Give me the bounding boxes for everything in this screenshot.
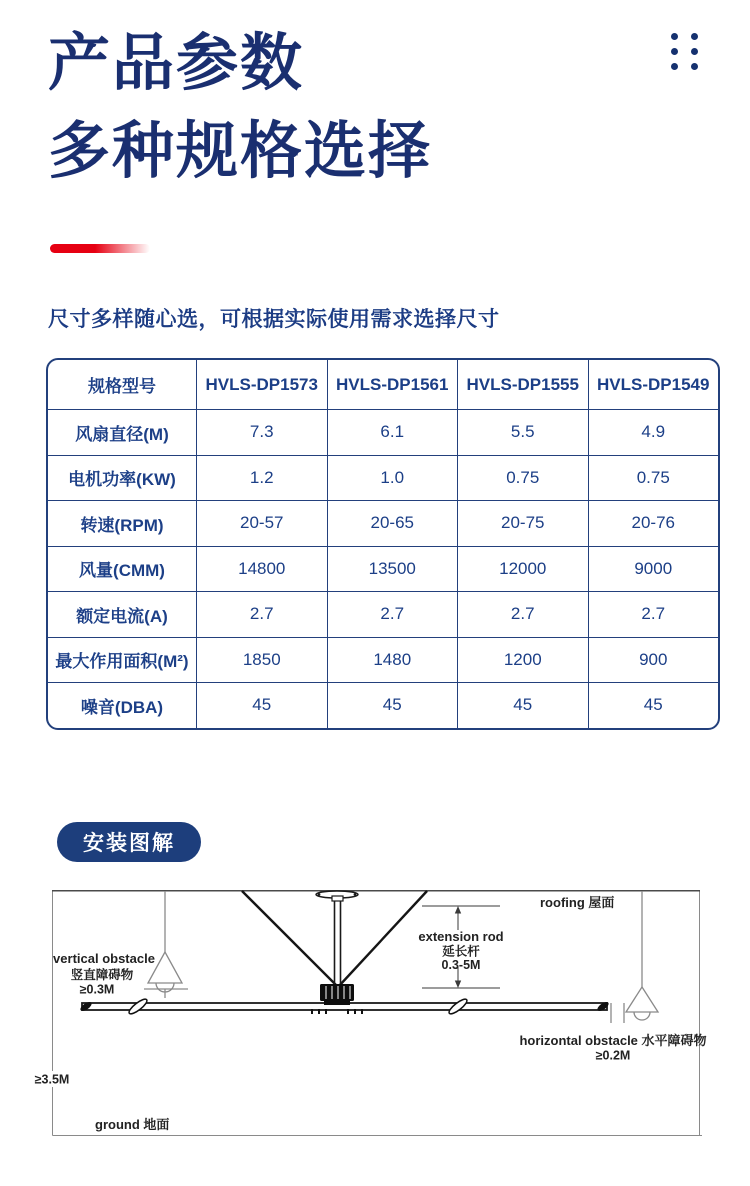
column-header: HVLS-DP1555 xyxy=(457,360,588,409)
ground-clearance-value: ≥3.5M xyxy=(34,1072,70,1087)
cell-value: 4.9 xyxy=(588,410,719,455)
page-title xyxy=(48,20,432,196)
row-label: 最大作用面积(M²) xyxy=(55,652,189,672)
cell-value: 45 xyxy=(327,683,458,728)
cell-value: 2.7 xyxy=(327,592,458,637)
column-header: 规格型号 xyxy=(88,377,156,396)
row-label: 噪音(DBA) xyxy=(80,697,164,717)
dot-icon xyxy=(671,48,678,55)
extension-rod-range: 0.3-5M xyxy=(441,958,481,972)
installation-badge: 安装图解 xyxy=(57,822,201,862)
table-row xyxy=(48,500,718,546)
cell-value: 7.3 xyxy=(196,410,327,455)
dimension-arrow-down xyxy=(455,981,461,989)
cell-value: 0.75 xyxy=(457,456,588,501)
mount-collar xyxy=(332,896,343,901)
cell-value: 900 xyxy=(588,638,719,683)
red-accent-bar xyxy=(50,244,150,253)
column-header: HVLS-DP1561 xyxy=(327,360,458,409)
cell-value: 20-76 xyxy=(588,501,719,546)
horizontal-obstacle-lamp-icon xyxy=(611,891,658,1023)
cell-value: 1850 xyxy=(196,638,327,683)
vertical-obstacle-label-en: vertical obstacle xyxy=(53,951,155,966)
page-title-line1: 产品参数 xyxy=(48,29,305,98)
cell-value: 5.5 xyxy=(457,410,588,455)
cell-value: 2.7 xyxy=(196,592,327,637)
fan-rod xyxy=(335,897,341,986)
horizontal-obstacle-label: horizontal obstacle 水平障碍物 xyxy=(519,1033,707,1048)
extension-rod-label-cn: 延长杆 xyxy=(442,944,480,959)
dimension-arrow-up xyxy=(455,906,461,914)
table-row xyxy=(48,455,718,501)
cell-value: 6.1 xyxy=(327,410,458,455)
cell-value: 2.7 xyxy=(457,592,588,637)
dots-decoration-icon xyxy=(671,33,698,70)
vertical-obstacle-lamp-icon xyxy=(144,891,188,998)
row-label: 电机功率(KW) xyxy=(68,470,176,490)
table-row xyxy=(48,682,718,728)
ground-label: ground 地面 xyxy=(95,1117,170,1132)
cell-value: 45 xyxy=(457,683,588,728)
guy-wire-right xyxy=(339,891,427,986)
horizontal-obstacle-value: ≥0.2M xyxy=(595,1048,631,1063)
mount-bolt xyxy=(354,893,357,896)
cell-value: 1.2 xyxy=(196,456,327,501)
cell-value: 9000 xyxy=(588,547,719,592)
cell-value: 45 xyxy=(196,683,327,728)
motor-flange xyxy=(324,1001,350,1005)
roofing-label: roofing 屋面 xyxy=(540,895,615,910)
guy-wire-left xyxy=(242,891,337,986)
dot-icon xyxy=(691,48,698,55)
column-header: HVLS-DP1549 xyxy=(588,360,719,409)
row-label: 风量(CMM) xyxy=(79,561,165,581)
column-header: HVLS-DP1573 xyxy=(196,360,327,409)
cell-value: 12000 xyxy=(457,547,588,592)
vertical-obstacle-value: ≥0.3M xyxy=(79,982,115,997)
cell-value: 0.75 xyxy=(588,456,719,501)
cell-value: 13500 xyxy=(327,547,458,592)
table-row xyxy=(48,591,718,637)
cell-value: 2.7 xyxy=(588,592,719,637)
fan-motor xyxy=(320,984,354,1001)
spec-table-header-row xyxy=(48,360,718,409)
room-outline xyxy=(53,891,703,1136)
dot-icon xyxy=(671,63,678,70)
dot-icon xyxy=(691,63,698,70)
cell-value: 45 xyxy=(588,683,719,728)
row-label: 风扇直径(M) xyxy=(75,424,169,444)
cell-value: 20-57 xyxy=(196,501,327,546)
mount-bolt xyxy=(318,893,321,896)
installation-diagram-drawing xyxy=(22,890,707,1136)
row-label: 转速(RPM) xyxy=(80,515,164,535)
extension-rod-label-en: extension rod xyxy=(418,929,504,944)
page-title-line2: 多种规格选择 xyxy=(48,117,433,186)
subtitle: 尺寸多样随心选，可根据实际使用需求选择尺寸 xyxy=(48,308,500,331)
cell-value: 1200 xyxy=(457,638,588,683)
ceiling-fan-drawing xyxy=(79,891,610,1016)
cell-value: 20-75 xyxy=(457,501,588,546)
vertical-obstacle-label-cn: 竖直障碍物 xyxy=(70,968,134,982)
cell-value: 1.0 xyxy=(327,456,458,501)
cell-value: 14800 xyxy=(196,547,327,592)
table-row xyxy=(48,546,718,592)
cell-value: 20-65 xyxy=(327,501,458,546)
cell-value: 1480 xyxy=(327,638,458,683)
table-row xyxy=(48,409,718,455)
row-label: 额定电流(A) xyxy=(76,606,168,626)
table-row xyxy=(48,637,718,683)
spec-table xyxy=(46,358,720,730)
installation-diagram xyxy=(34,890,707,1136)
dot-icon xyxy=(671,33,678,40)
dot-icon xyxy=(691,33,698,40)
